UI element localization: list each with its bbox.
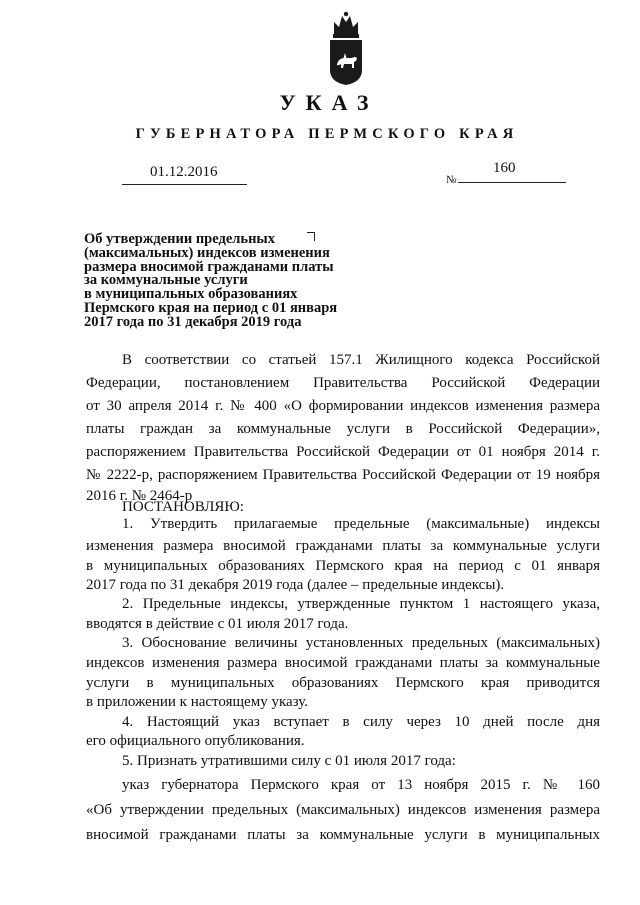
body-line: 2. Предельные индексы, утвержденные пунктом 1 настоящего указа, xyxy=(122,596,600,612)
date-underline xyxy=(122,184,247,185)
body-line: индексов изменения размера вносимой гражданами платы за коммунальные xyxy=(86,655,600,671)
body-line: ПОСТАНОВЛЯЮ: xyxy=(122,499,244,515)
heading-line: в муниципальных образованиях xyxy=(84,286,298,303)
body-line: 2017 года по 31 декабря 2019 года (далее – предельные индексы). xyxy=(86,577,505,593)
body-line: его официального опубликования. xyxy=(86,733,305,749)
body-line: вводятся в действие с 01 июля 2017 года. xyxy=(86,616,349,632)
body-line: «Об утверждении предельных (максимальных) индексов изменения размера xyxy=(86,802,600,818)
body-line: 4. Настоящий указ вступает в силу через 10 дней после дня xyxy=(122,714,600,730)
body-line: указ губернатора Пермского края от 13 ноября 2015 г. № 160 xyxy=(122,777,600,793)
body-line: 3. Обоснование величины установленных предельных (максимальных) xyxy=(122,635,600,651)
body-line: платы граждан за коммунальные услуги в Российской Федерации», xyxy=(86,421,600,437)
body-line: 2016 г. № 2464-р xyxy=(86,488,193,504)
document-subtitle: ГУБЕРНАТОРА ПЕРМСКОГО КРАЯ xyxy=(135,126,519,142)
document-title: УКАЗ xyxy=(279,90,379,115)
heading-line: Пермского края на период с 01 января xyxy=(84,299,338,316)
heading-line: Об утверждении предельных xyxy=(84,231,275,247)
body-line: 1. Утвердить прилагаемые предельные (максимальные) индексы xyxy=(122,516,600,532)
body-line: в приложении к настоящему указу. xyxy=(86,694,309,710)
heading-line: 2017 года по 31 декабря 2019 года xyxy=(84,313,302,330)
number-sign: № xyxy=(446,174,457,186)
number-underline xyxy=(458,182,566,183)
body-line: услуги в муниципальных образованиях Пермского края приводится xyxy=(86,675,600,691)
body-line: в муниципальных образованиях Пермского края на период с 01 января xyxy=(86,558,600,574)
heading-line: за коммунальные услуги xyxy=(84,272,248,289)
body-line: В соответствии со статьей 157.1 Жилищного кодекса Российской xyxy=(122,352,600,368)
body-line: распоряжением Правительства Российской Федерации от 01 ноября 2014 г. xyxy=(86,444,600,460)
document-number: 160 xyxy=(493,160,516,176)
body-line: Федерации, постановлением Правительства Российской Федерации xyxy=(86,375,600,391)
body-line: вносимой гражданами платы за коммунальные услуги в муниципальных xyxy=(86,827,600,843)
body-line: изменения размера вносимой гражданами платы за коммунальные услуги xyxy=(86,538,600,554)
heading-line: размера вносимой гражданами платы xyxy=(84,258,334,275)
body-line: 5. Признать утратившими силу с 01 июля 2017 года: xyxy=(122,753,456,769)
heading-line: (максимальных) индексов изменения xyxy=(84,244,330,261)
coat-of-arms-icon xyxy=(326,8,366,86)
document-date: 01.12.2016 xyxy=(150,164,218,180)
body-line: от 30 апреля 2014 г. № 400 «О формировании индексов изменения размера xyxy=(86,398,600,414)
body-line: № 2222-р, распоряжением Правительства Российской Федерации от 19 ноября xyxy=(86,467,600,483)
document-heading xyxy=(84,233,354,330)
